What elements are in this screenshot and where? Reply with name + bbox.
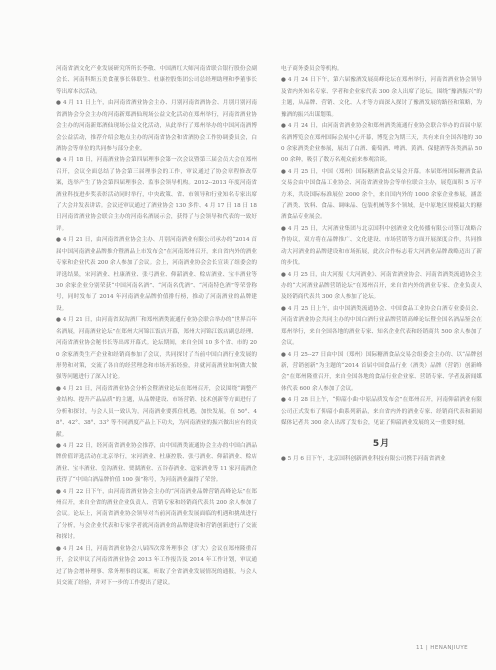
paragraph: ● 4 月 25--27 日由中国（郑州）国际糖酒食品交易会组委会主办的、以“品牌创新，营销创新”为主题的“2014 首届中国食品行业（酒类）品牌（营销）创新峰会”在郑州隆重召开，来自全国各地的食品行业企业家、营销专家、学者及新闻媒体代表 600 余人参加了会议。 xyxy=(281,351,482,392)
paragraph: ● 4 月 21 日，由河南省双沟酒厂和郑州酒类流通行业协会联合举办的“世界百年名酒展，河南酒业论坛”在郑州大河锦江饭店开幕，郑州大河锦江饭店副总经理、河南省酒业协会秘书长等出席开幕式。论坛期间，来自全国 10 多个省、市的 200 余家酒类生产企业和经销商参加了会议，共同探讨了当前中国白酒行业发展的形势和对策，交流了各自的经营理念和市场开拓经验，并就河南酒业如何做大做强等问题进行了深入讨论。 xyxy=(56,317,257,381)
paragraph: ● 4 月 25 日，由大河报《大河酒业》、河南省酒业协会、河南省酒类流通协会主办的“大河酒业品牌营销论坛”在郑州召开，来自省内外的酒业专家、企业负责人及经销商代表共 300 余人参加了论坛。 xyxy=(281,271,482,301)
left-column xyxy=(56,64,257,589)
paragraph: ● 5 月 6 日下午，北京国科创新酒业科技有限公司携手河南省酒业 xyxy=(281,455,446,462)
paragraph: ● 4 月 25 日，大河酒业集团与北京国科中创酒业文化传播有限公司签订战略合作协议，双方将在品牌推广、文化建设、市场营销等方面开展深度合作，共同推动大河酒业的品牌建设和市场拓展，此次合作标志着大河酒业品牌战略迈出了新的步伐。 xyxy=(281,225,482,267)
paragraph: ● 4 月 11 日上午，由河南省酒业协会主办、月别河南省酒协会、月别月别河南省酒协会分会主办的河南新郑酒仙现场公益文化活动在郑州举行，河南省酒业协会主办的河南新郑酒仙现场公益文化活动，从此举行了郑州举办的中国河南酒博会公益活动，推荐介绍会地点主办的河南省协会和省酒协会工作协调委员会，白酒协会等单位的共同参与部分企业。 xyxy=(56,100,257,152)
paragraph: 电子商务委员会等机构。 xyxy=(281,66,343,72)
paragraph: ● 4 月 24 日，河南省酒业协会八届四次常务理事会（扩大）会议在郑州隆重召开，会议审议了河南省酒业协会 2013 年工作报告及 2014 年工作计划，审议通过了协会增补理事、常务理事的议案，听取了全省酒业发展情况的通报，与会人员交流了经验，并对下一步的工作提出了建议。 xyxy=(56,545,257,586)
paragraph: ● 4 月 18 日，河南酒业协会第四届理事会第一次会议暨第三届会员大会在郑州召开，会议全面总结了协会第三届理事会的工作，审议通过了协会章程修改草案，选举产生了协会第四届理事会、监事会领导机构。2012--2013 年度河南省酒业科技进步奖表彰活动同时举行，中央政策、省、市领导和行业知名专家出席了大会并发表讲话。会议还审议通过了酒业协会 130 多件、4 月 17 日 18 日 18 日河南省酒业协会联合主办的河南名酒展示会，获得了与会领导和代表的一致好评。 xyxy=(56,157,257,232)
paragraph: ● 4 月 24 日下午，第六届豫酒发展高峰论坛在郑州举行，河南省酒业协会领导及省内外知名专家、学者和企业家代表 300 余人出席了论坛，围绕“豫酒振兴”的主题，从品牌、营销、文化、人才等方面深入探讨了豫酒发展的路径和策略，为豫酒的振兴出谋划策。 xyxy=(281,77,482,118)
paragraph: 河南省酒文化产业发展研究所所长李敬、中国酒红大师河南省联合银行股份会副会长、河南科斯五美食董事长韩联生、杜康控股集团公司总经理助理和季董事长等出席本次活动。 xyxy=(56,66,257,95)
page-footer: 11 | HENANJIUYE xyxy=(415,645,468,651)
right-column xyxy=(281,64,482,465)
paragraph: ● 4 月 25 日，中国（郑州）国际糖酒食品交易会开幕。本届郑州国际糖酒食品交易会由中国食品工业协会、河南省酒业协会等单位联合主办，展览面积 5 万平方米，共设国际标准展位 2000 余个，来自国内外的 1000 余家企业参展，涵盖了酒类、饮料、食品、调味品、包装机械等多个领域，是中原地区规模最大的糖酒食品专业展会。 xyxy=(281,168,482,221)
month-heading: 5月 xyxy=(372,438,391,449)
paragraph: ● 4 月 21 日，由河南省酒业协会主办、月别河南酒业有限公司承办的“2014 首届中国河南酒业品牌推介暨酒品上市发布会”在河南郑州召开，来自省内外的酒业专家和企业代表 200 余人参加了会议。会上，河南酒业协会会长宣读了组委会的评选结果，宋河酒业、杜康酒业、张弓酒业、仰韶酒业、赊店酒业、宝丰酒业等 30 余家企业分别荣获“中国河南名酒”、“河南名优酒”、“河南特色酒”等荣誉称号，同时发布了 2014 年河南酒业品牌价值排行榜，推动了河南酒业的品牌建设。 xyxy=(56,237,257,312)
paragraph: ● 4 月 21 日，河南省酒业协会分析会暨酒业论坛在郑州召开，会议围绕“调整产业结构、提升产品品质”的主题，从品牌建设、市场营销、技术创新等方面进行了分析和探讨，与会人员一致认为，河南酒业要抓住机遇，加快发展，在 50°、48°、42°、38°、33° 等不同酒度产品上下功夫，为河南酒业的振兴做出应有的贡献。 xyxy=(56,385,257,438)
paragraph: ● 4 月 28 日上午，“仰韶小曲·中原品质发布会”在郑州召开，河南仰韶酒业有限公司正式发布了仰韶小曲系列新品，来自省内外的酒业专家、经销商代表和新闻媒体记者共 300 余人出席了发布会，见证了仰韶酒业发展的又一重要时刻。 xyxy=(281,397,482,427)
paragraph: ● 4 月 25 日上午，由中国酒类流通协会、中国食品工业协会白酒专业委员会、河南省酒业协会共同主办的中国白酒行业品牌营销高峰论坛暨全国名酒品鉴会在郑州举行，来自全国各地的酒业专家、知名企业代表和经销商共 500 余人参加了会议。 xyxy=(281,305,482,347)
paragraph: ● 4 月 22 日下午，由河南省酒业协会主办的“河南酒业品牌营销高峰论坛”在郑州召开，来自全省的酒业企业负责人、营销专家和经销商代表共 200 余人参加了会议。论坛上，河南省酒业协会领导对当前河南酒业发展面临的机遇和挑战进行了分析，与会企业代表和专家学者就河南酒业的品牌建设和营销创新进行了交流和探讨。 xyxy=(56,488,257,541)
paragraph: ● 4 月 24 日，由河南省酒业协会和郑州酒类流通行业协会联合举办的首届中原名酒博览会在郑州国际会展中心开幕，博览会为期三天，共有来自全国各地的 300 余家酒类企业参展，展出了白酒、葡萄酒、啤酒、黄酒、保健酒等各类酒品 5000 余种，吸引了数万名观众前来参观洽谈。 xyxy=(281,123,482,164)
paragraph: ● 4 月 22 日，经河南省酒业协会推荐，由中国酒类流通协会主办的中国白酒品牌价值评选活动在北京举行，宋河酒业、杜康控股、张弓酒业、仰韶酒业、赊店酒业、宝丰酒业、皇沟酒业、贾湖酒业、五谷春酒业、寇家酒业等 11 家河南酒企获得了“中国白酒品牌价值 100 强”称号，为河南酒业赢得了荣誉。 xyxy=(56,442,257,484)
